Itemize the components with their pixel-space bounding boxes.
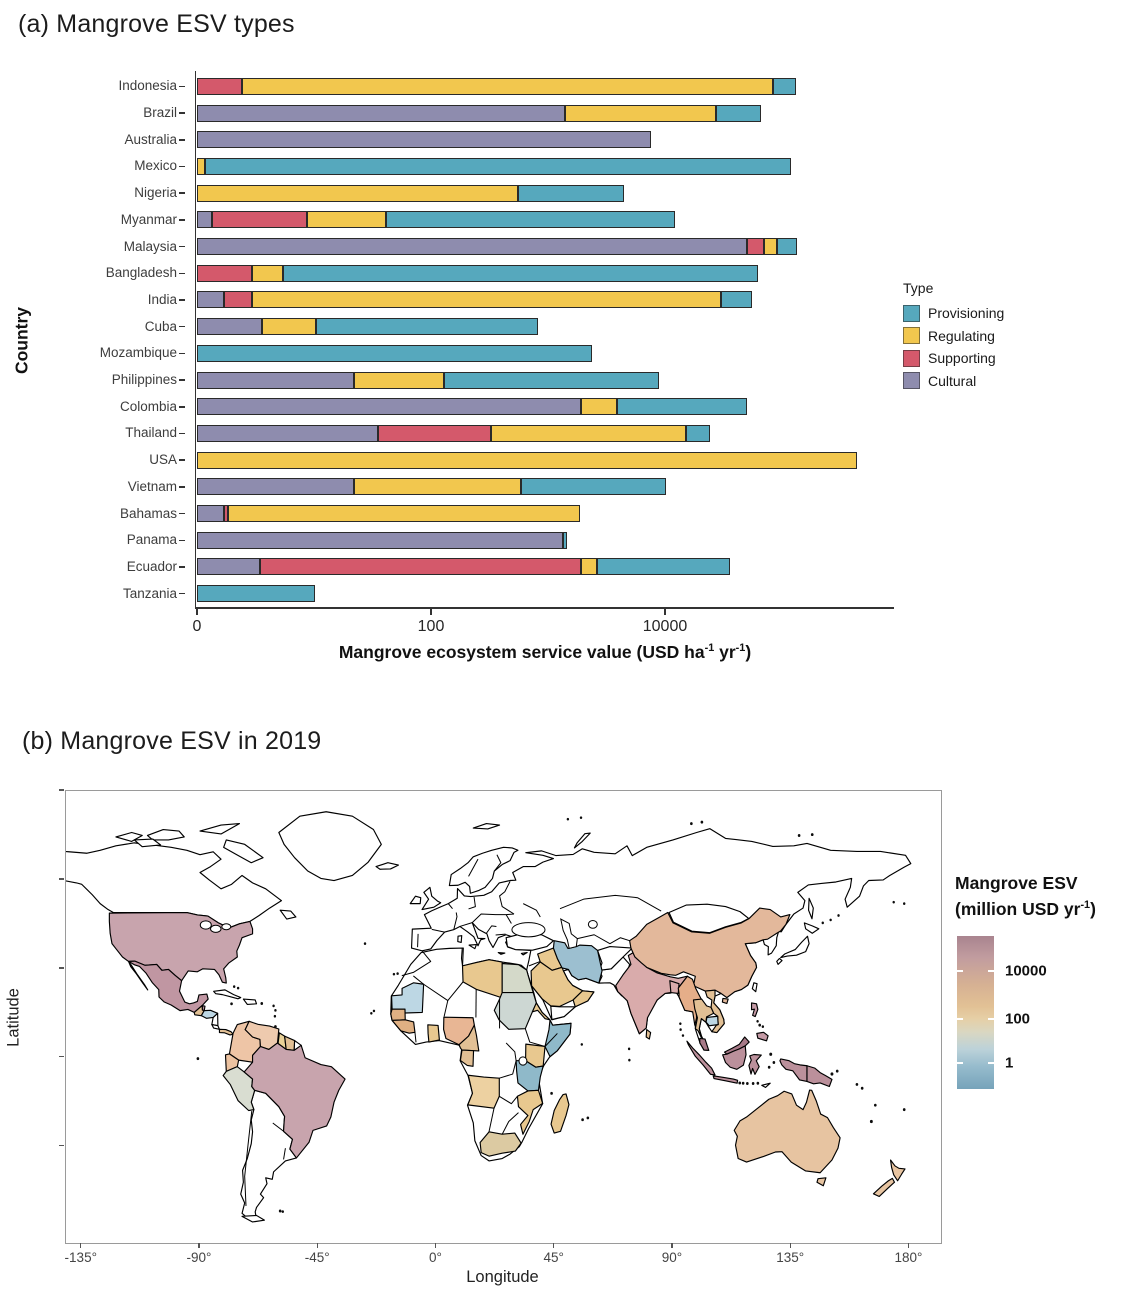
bar-segment-regulating-india [252,291,721,308]
map-ghana [428,1025,440,1042]
map-newfoundland [280,910,296,919]
bar-segment-cultural-brazil [197,105,565,122]
bar-segment-regulating-nigeria [197,185,518,202]
y-tick-label: Australia [124,131,177,147]
bar-segment-provisioning-thailand [686,425,710,442]
x-tick-mark [664,609,666,615]
bar-segment-provisioning-myanmar [386,211,675,228]
bar-segment-provisioning-mexico [205,158,792,175]
y-tick-label: Myanmar [120,211,177,227]
x-axis-label-text: Mangrove ecosystem service value (USD ha [338,642,705,662]
gradient-tick-mark [957,1062,963,1064]
legend-label: Provisioning [928,305,1005,322]
map-papua-new-guinea [807,1066,832,1087]
y-tick-label: Thailand [125,425,177,441]
x-tick-mark [196,609,198,615]
x-tick-label: 100 [417,618,445,635]
latitude-tick-mark [59,1145,64,1146]
longitude-tick-mark [671,1243,672,1248]
legend-swatch-cultural [903,372,920,389]
map-sakhalin [809,898,814,918]
longitude-tick-mark [790,1243,791,1248]
bar-segment-supporting-bangladesh [197,265,252,282]
bar-segment-provisioning-brazil [716,105,761,122]
y-tick-label: Tanzania [122,585,177,601]
y-tick-mark [179,486,185,488]
longitude-tick-label: 135° [776,1250,805,1265]
legend-label: Regulating [928,327,995,344]
longitude-tick-mark [435,1243,436,1248]
bar-segment-supporting-indonesia [197,78,242,95]
bar-segment-supporting-ecuador [260,558,580,575]
map-angola [468,1075,500,1108]
longitude-tick-label: -135° [64,1250,97,1265]
map-sardinia [458,936,462,943]
y-tick-mark [179,513,185,515]
x-axis-line [195,607,894,609]
y-axis-label-country: Country [11,306,32,375]
map-legend-title-text: (million USD yr [955,898,1081,919]
legend-swatch-regulating [903,327,920,344]
map-philippines-luzon [752,1003,758,1017]
bar-segment-regulating-bangladesh [252,265,284,282]
map-united-kingdom [422,887,441,909]
gradient-tick-mark [988,1018,994,1020]
x-tick-mark [430,609,432,615]
latitude-axis-label: Latitude [4,988,23,1047]
gradient-tick-mark [988,1062,994,1064]
bar-segment-regulating-indonesia [242,78,773,95]
map-madagascar [551,1094,569,1133]
bar-segment-regulating-colombia [581,398,618,415]
map-suriname [285,1036,295,1050]
bar-segment-cultural-cuba [197,318,262,335]
y-tick-mark [179,86,185,88]
bar-segment-cultural-australia [197,131,651,148]
y-axis-tick-labels [0,73,195,607]
bar-segment-regulating-ecuador [581,558,597,575]
map-japan-hokkaido [804,923,818,933]
bar-segment-cultural-colombia [197,398,581,415]
bar-segment-cultural-ecuador [197,558,260,575]
x-axis-label [197,642,893,663]
type-legend [903,280,1004,392]
map-tasmania [817,1178,826,1186]
map-legend-gradient [957,936,994,1089]
x-axis-label-text2: yr [714,642,736,662]
y-tick-mark [179,379,185,381]
x-axis-label-text3: ) [745,642,752,662]
map-indonesia-sumatra [687,1041,715,1075]
map-indonesia-sulawesi [749,1054,761,1074]
bar-segment-provisioning-indonesia [773,78,797,95]
latitude-tick-mark [59,967,64,968]
map-arctic-island [147,830,184,840]
map-legend-title-line2 [955,894,1130,920]
bar-segment-provisioning-india [721,291,752,308]
y-tick-label: Bahamas [119,505,177,521]
y-tick-label: Colombia [119,398,177,414]
latitude-tick-mark [59,789,64,790]
map-arctic-island [200,824,239,834]
bar-segment-regulating-myanmar [307,211,386,228]
map-crete [498,953,505,955]
bar-segment-regulating-malaysia [764,238,777,255]
y-tick-mark [179,112,185,114]
bar-segment-cultural-myanmar [197,211,212,228]
gradient-tick-label: 1 [1005,1054,1014,1072]
map-taiwan [752,983,757,992]
x-axis-label-sup2: -1 [735,642,746,655]
bar-segment-regulating-bahamas [228,505,580,522]
map-cyprus [521,953,527,955]
bar-segment-provisioning-panama [563,532,567,549]
y-tick-mark [179,246,185,248]
y-tick-mark [179,593,185,595]
map-svalbard [473,824,499,829]
gradient-tick-mark [957,1018,963,1020]
y-tick-label: Malaysia [123,238,177,254]
bar-segment-cultural-malaysia [197,238,747,255]
bar-segment-provisioning-cuba [316,318,538,335]
bar-segment-supporting-myanmar [212,211,307,228]
x-tick-label: 10000 [642,618,688,635]
longitude-tick-label: -90° [186,1250,212,1265]
map-ireland [410,896,421,903]
bar-segment-provisioning-philippines [444,372,659,389]
bar-segment-cultural-bahamas [197,505,224,522]
gradient-tick-label: 100 [1005,1010,1031,1028]
y-tick-mark [179,433,185,435]
gradient-tick-label: 10000 [1005,962,1047,980]
map-tierra-del-fuego [242,1215,264,1222]
bar-segment-provisioning-vietnam [521,478,666,495]
y-tick-mark [179,219,185,221]
y-tick-mark [179,406,185,408]
map-greenland [279,812,381,881]
x-axis-label-sup1: -1 [704,642,715,655]
bar-segment-cultural-vietnam [197,478,354,495]
map-legend-title-sup: -1 [1080,899,1091,911]
bar-segment-provisioning-mozambique [197,345,592,362]
longitude-tick-label: 0° [429,1250,442,1265]
longitude-tick-mark [198,1243,199,1248]
type-legend-item [903,302,1004,325]
y-tick-label: Vietnam [127,478,177,494]
type-legend-item [903,347,1004,370]
y-tick-mark [179,353,185,355]
legend-swatch-provisioning [903,305,920,322]
bar-segment-cultural-philippines [197,372,354,389]
map-cuba [214,990,241,999]
bar-segment-regulating-philippines [354,372,444,389]
map-cambodia [706,1016,718,1025]
y-tick-label: USA [149,452,177,468]
type-legend-item [903,325,1004,348]
map-novaya-zemlya [574,833,590,848]
map-yemen [551,1006,575,1019]
map-indonesia-papua [780,1059,807,1082]
panel-a-title: (a) Mangrove ESV types [18,10,295,38]
legend-swatch-supporting [903,350,920,367]
map-sicily [469,945,476,949]
map-indonesia-java [713,1076,737,1083]
y-tick-label: Panama [126,532,177,548]
map-hainan [722,998,728,1003]
y-tick-label: Philippines [111,372,177,388]
y-tick-label: Indonesia [118,78,177,94]
y-tick-label: Nigeria [134,185,177,201]
type-legend-item [903,370,1004,393]
x-tick-label: 0 [192,618,202,635]
map-new-zealand-south [873,1178,894,1196]
map-guinea [392,1020,415,1033]
y-tick-mark [179,166,185,168]
y-tick-mark [179,139,185,141]
bar-segment-provisioning-ecuador [597,558,730,575]
bar-segment-regulating-mexico [197,158,205,175]
y-tick-label: Ecuador [126,558,177,574]
y-tick-label: Bangladesh [105,265,177,281]
map-senegal [391,1009,405,1020]
longitude-tick-mark [80,1243,81,1248]
bar-segment-provisioning-nigeria [518,185,625,202]
map-japan-kyushu [777,958,782,964]
bar-segment-cultural-panama [197,532,563,549]
bar-segment-supporting-india [224,291,252,308]
map-legend-title-text2: ) [1090,898,1096,919]
type-legend-title: Type [903,280,934,296]
latitude-tick-mark [59,878,64,879]
y-tick-label: India [147,291,177,307]
gradient-tick-mark [988,970,994,972]
longitude-tick-label: 45° [543,1250,564,1265]
map-legend-title-line1: Mangrove ESV [955,873,1078,893]
legend-label: Supporting [928,350,996,367]
y-tick-mark [179,299,185,301]
map-hispaniola [243,999,256,1004]
longitude-tick-mark [553,1243,554,1248]
bar-segment-cultural-india [197,291,224,308]
map-timor [762,1083,770,1087]
map-malaysia-peninsula [700,1038,709,1050]
y-tick-mark [179,273,185,275]
bar-segment-provisioning-malaysia [777,238,797,255]
y-tick-mark [179,540,185,542]
map-iceland [376,863,398,870]
longitude-tick-mark [908,1243,909,1248]
map-baffin-island [224,840,263,863]
world-map [66,791,941,1243]
bar-segment-cultural-thailand [197,425,378,442]
bar-segment-regulating-vietnam [354,478,521,495]
bar-segment-provisioning-colombia [617,398,747,415]
bar-segment-provisioning-tanzania [197,585,315,602]
map-new-zealand-north [891,1160,905,1181]
bar-segment-regulating-thailand [491,425,686,442]
world-map-panel [65,790,942,1244]
legend-label: Cultural [928,372,977,389]
map-philippines-mindanao [757,1032,768,1041]
map-panama [219,1029,233,1035]
y-tick-label: Mexico [134,158,177,174]
y-tick-mark [179,192,185,194]
latitude-tick-mark [59,1056,64,1057]
bar-segment-supporting-malaysia [747,238,764,255]
y-tick-mark [179,566,185,568]
bar-segment-regulating-usa [197,452,857,469]
longitude-tick-label: 180° [894,1250,923,1265]
y-axis-line [195,71,197,608]
y-tick-label: Brazil [143,105,177,121]
map-somalia [545,1020,571,1056]
map-legend [955,872,1130,1072]
y-tick-mark [179,459,185,461]
gradient-tick-mark [957,970,963,972]
bar-segment-regulating-brazil [565,105,716,122]
map-australia [734,1090,840,1173]
type-legend-items [903,302,1004,392]
longitude-tick-label: 90° [661,1250,683,1265]
map-sri-lanka [646,1030,650,1039]
bars-plot [197,73,893,607]
bar-segment-supporting-thailand [378,425,491,442]
panel-b-title: (b) Mangrove ESV in 2019 [22,727,322,755]
longitude-axis-label: Longitude [466,1268,539,1286]
y-tick-mark [179,326,185,328]
map-south-africa [480,1132,521,1156]
map-japan-honshu [781,936,809,957]
longitude-tick-label: -45° [304,1250,330,1265]
y-tick-label: Cuba [144,318,177,334]
longitude-tick-mark [317,1243,318,1248]
y-tick-label: Mozambique [99,345,177,361]
bar-segment-provisioning-bangladesh [283,265,757,282]
bar-segment-regulating-cuba [262,318,316,335]
